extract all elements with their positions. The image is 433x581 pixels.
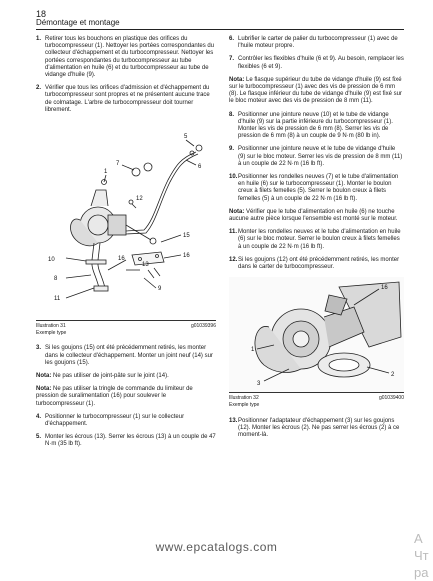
left-column	[36, 36, 216, 455]
step-9: 9. Positionner une jointure neuve et le tube de vidange d'huile (9) sur le bloc moteur. Serrer les vis de pression de 8 mm (11) à un couple de 22 N·m (16 lb ft).	[229, 146, 403, 167]
page-number: 18	[36, 9, 47, 19]
watermark: www.epcatalogs.com	[155, 540, 278, 554]
fig32-label-2: 2	[391, 372, 395, 379]
fig32-label-3: 3	[257, 381, 261, 388]
fig31-label-9: 9	[158, 286, 162, 293]
step-8: 8. Positionner une jointure neuve (10) et le tube de vidange d'huile (9) sur la partie inférieure du turbocompresseur (1). Monter les vis de pression de 6 mm (8). Serrer les vis de pression de 6 mm (8) à un couple de 9 N·m (80 lb in).	[229, 111, 393, 140]
illustration-32	[229, 277, 404, 393]
step-7: 7. Contrôler les flexibles d'huile (6 et 9). Au besoin, remplacer les flexibles (6 et 9).	[229, 56, 404, 70]
fig31-label-12: 12	[136, 196, 143, 203]
side-letters: A Чт pa	[414, 531, 429, 580]
header-rule	[36, 29, 404, 30]
illustration-31-code: g01039396	[190, 323, 216, 330]
step-6: 6. Lubrifier le carter de palier du turbocompresseur (1) avec de l'huile moteur propre.	[229, 36, 398, 50]
fig31-label-11: 11	[54, 296, 61, 303]
fig31-label-7: 7	[116, 161, 120, 168]
note-gasket: Nota: Ne pas utiliser de joint-pâte sur le joint (14).	[36, 373, 169, 380]
fig32-label-1: 1	[251, 347, 255, 354]
step-2: 2. Vérifier que tous les orifices d'admission et d'échappement du turbocompresseur sont propres et ne présentent aucune trace de colmatage. L'arbre de turbocompresseur doit tourner librement.	[36, 85, 210, 113]
illustration-31	[36, 120, 216, 321]
illustration-31-caption: Illustration 31	[36, 323, 66, 330]
step-13: 13. Positionner l'adaptateur d'échappement (3) sur les goujons (12). Monter les écrous (2). Ne pas serrer les écrous (2) à ce moment-là.	[229, 417, 400, 439]
fig31-label-1: 1	[104, 169, 108, 176]
fig31-label-8: 8	[54, 276, 58, 283]
fig32-label-16: 16	[381, 285, 388, 292]
step-5: 5. Monter les écrous (13). Serrer les écrous (13) à un couple de 47 N·m (35 lb ft).	[36, 434, 216, 448]
step-4: 4. Positionner le turbocompresseur (1) sur le collecteur d'échappement.	[36, 413, 185, 428]
section-title: Démontage et montage	[36, 18, 120, 27]
step-3: 3. Si les goujons (15) ont été précédemment retirés, les monter dans le collecteur d'échappement. Monter un joint neuf (14) sur les goujons (15).	[36, 345, 213, 366]
step-12: 12. Si les goujons (12) ont été précédemment retirés, les monter dans le carter de turbocompresseur.	[229, 256, 400, 271]
right-column	[229, 36, 404, 445]
step-1: 1. Retirer tous les bouchons en plastique des orifices du turbocompresseur (1). Nettoyer les portées correspondantes du collecteur d'échappement et du turbocompresseur. Nettoyer les portées correspondantes du turbocompresseur au tube d'alimentation en huile (6) et du turbocompresseur au tube de vidange d'huile (9).	[36, 36, 215, 79]
note-drain-flange: Nota: Le flasque supérieur du tube de vidange d'huile (9) est fixé sur le turbocompresseur (1) avec des vis de pression de 6 mm (8). Le flasque inférieur du tube de vidange d'huile (9) est fixé sur le bloc moteur avec des vis de pression de 8 mm (11).	[229, 76, 402, 105]
illustration-32-code: g01039400	[378, 395, 404, 402]
illustration-32-caption-row	[229, 395, 404, 402]
fig31-label-6: 6	[198, 164, 202, 171]
fig31-label-16: 16	[118, 256, 125, 263]
illustration-31-caption-row	[36, 323, 216, 330]
fig31-label-13: 13	[142, 262, 149, 269]
note-wastegate: Nota: Ne pas utiliser la tringle de commande du limiteur de pression de suralimentation (16) pour soulever le turbocompresseur (1).	[36, 386, 193, 407]
step-10: 10. Positionner les rondelles neuves (7) et le tube d'alimentation en huile (6) sur le turbocompresseur (1). Monter le boulon creux à filets femelles (5). Serrer le boulon creux à filets femelles (5) à un couple de 22 N·m (16 lb ft).	[229, 174, 399, 202]
note-oil-supply: Nota: Vérifier que le tube d'alimentation en huile (6) ne touche aucune autre pièce lorsque l'ensemble est monté sur le moteur.	[229, 208, 398, 223]
fig31-label-14: 15	[183, 233, 190, 240]
illustration-31-subcaption: Exemple type	[36, 330, 67, 337]
fig31-label-10: 10	[48, 257, 55, 264]
turbocharger-exploded-drawing	[36, 120, 216, 320]
fig31-label-15: 16	[183, 253, 190, 260]
turbocharger-installed-drawing	[229, 277, 404, 392]
step-11: 11. Monter les rondelles neuves et le tube d'alimentation en huile (6) sur le bloc moteur. Serrer le boulon creux à filets femelles à un couple de 22 N·m (16 lb ft).	[229, 229, 401, 250]
fig31-label-5: 5	[184, 134, 188, 141]
illustration-32-subcaption: Exemple type	[229, 402, 260, 409]
illustration-32-caption: Illustration 32	[229, 395, 259, 402]
